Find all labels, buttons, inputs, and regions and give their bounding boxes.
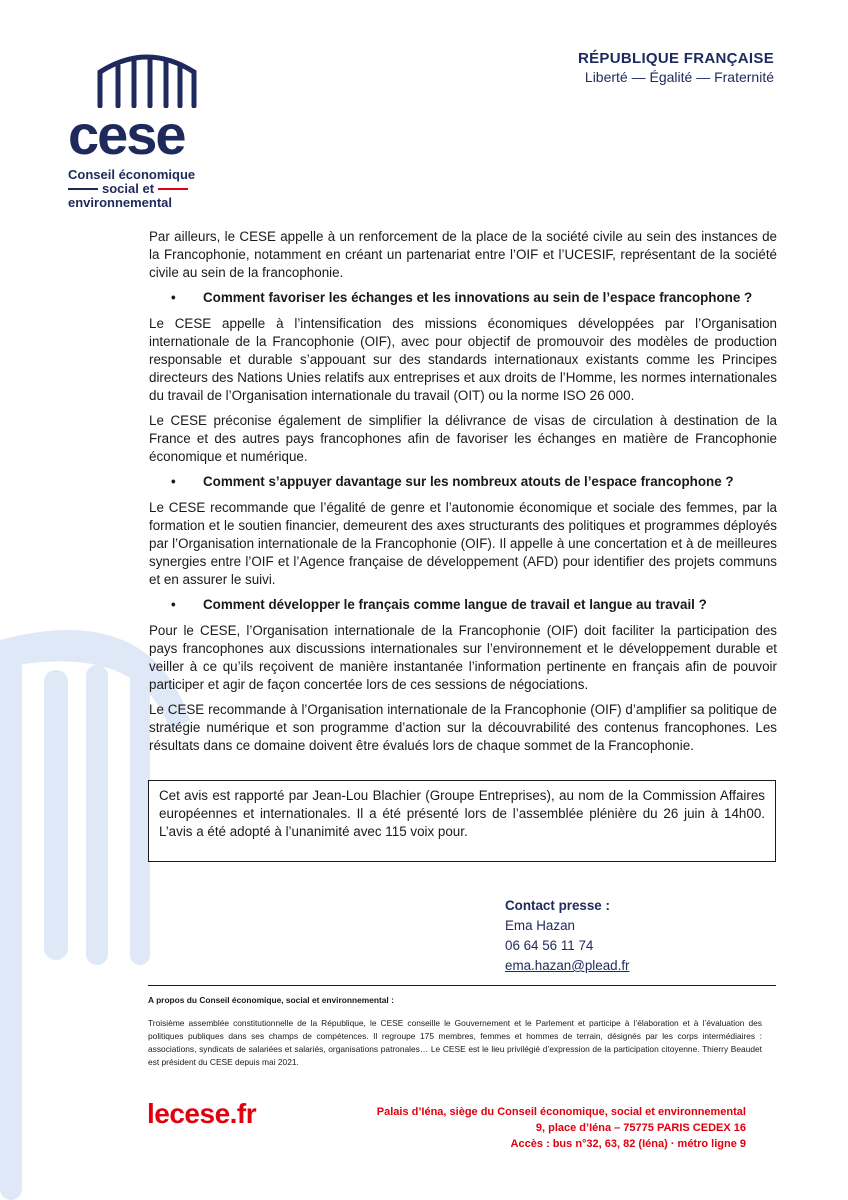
about-text: Troisième assemblée constitutionnelle de la République, le CESE conseille le Gouvernement et le Parlement et participe à l’élaboration et à l’évaluation des politiques publiques dans ses champs de compétences. Il regroupe 175 membres, femmes et hommes de terrain, désignés par les corps intermédiaires : associations, syndicats de salariées et salariés, organisations patronales… Le CESE est le lieu privilégié d’expression de la participation citoyenne. Thierry Beaudet est président du CESE depuis mai 2021. bbox=[148, 1018, 762, 1067]
question-3 bbox=[149, 596, 777, 614]
logo-line-2: social et bbox=[102, 181, 155, 196]
press-contact bbox=[505, 896, 630, 976]
logo-blue-rule bbox=[68, 188, 98, 190]
cese-logo-wordmark: cese bbox=[68, 103, 185, 166]
main-content bbox=[149, 228, 777, 762]
paragraph-3: Le CESE préconise également de simplifier la délivrance de visas de circulation à destination de la France et des autres pays francophones afin de favoriser les échanges en matière de Francophonie économique et numérique. bbox=[149, 413, 777, 464]
paragraph-2: Le CESE appelle à l’intensification des missions économiques développées par l’Organisation internationale de la Francophonie (OIF), avec pour objectif de promouvoir des modèles de production responsable et durable s’appouant sur des standards internationaux existants comme les Principes directeurs des Nations Unies relatifs aux entreprises et aux droits de l’Homme, les normes internationales du travail de l’Organisation internationale du travail (OIT) ou la norme ISO 26 000. bbox=[149, 316, 777, 403]
contact-name: Ema Hazan bbox=[505, 918, 575, 933]
logo-line-1: Conseil économique bbox=[68, 167, 196, 182]
cese-pillars-icon bbox=[88, 46, 206, 108]
rf-motto: Liberté — Égalité — Fraternité bbox=[584, 69, 774, 85]
paragraph-5: Pour le CESE, l’Organisation internationale de la Francophonie (OIF) doit faciliter la participation des pays francophones aux discussions internationales sur l’environnement et le développement durable et veiller à ce qu’ils reçoivent de manière instantanée l’information pertinente en français afin de pouvoir participer et agir de façon concertée lors de ces sessions de négociations. bbox=[149, 623, 777, 692]
logo-line-2-row bbox=[68, 182, 208, 196]
cese-logo-subtitle bbox=[68, 168, 208, 210]
question-2-text: Comment s’appuyer davantage sur les nombreux atouts de l’espace francophone ? bbox=[203, 474, 734, 489]
summary-box: Cet avis est rapporté par Jean-Lou Blachier (Groupe Entreprises), au nom de la Commission Affaires européennes et internationales. Il a été présenté lors de l’assemblée plénière du 26 juin à 14h00. L’avis a été adopté à l’unanimité avec 115 voix pour. bbox=[148, 780, 776, 862]
question-1-text: Comment favoriser les échanges et les innovations au sein de l’espace francophone ? bbox=[203, 290, 753, 305]
footer-address bbox=[377, 1104, 746, 1152]
contact-phone: 06 64 56 11 74 bbox=[505, 938, 594, 953]
footer-website-link[interactable]: lecese.fr bbox=[147, 1098, 257, 1129]
paragraph-4: Le CESE recommande que l’égalité de genre et l’autonomie économique et sociale des femmes, par la formation et le soutien financier, demeurent des axes structurants des politiques et programmes déployés par l’Organisation internationale de la Francophonie (OIF). Il appelle à une concertation et à de meilleures synergies entre l’OIF et l’Agence française de développement (AFD) pour identifier des projets communs et en assurer le suivi. bbox=[149, 500, 777, 587]
bullet-icon: • bbox=[171, 597, 176, 612]
question-3-text: Comment développer le français comme langue de travail et langue au travail ? bbox=[203, 597, 707, 612]
rf-title: RÉPUBLIQUE FRANÇAISE bbox=[577, 50, 774, 67]
about-heading: A propos du Conseil économique, social et environnemental : bbox=[148, 995, 394, 1005]
footer-address-line-1: Palais d’Iéna, siège du Conseil économique, social et environnemental bbox=[376, 1106, 746, 1118]
footer-address-line-2: 9, place d’Iéna – 75775 PARIS CEDEX 16 bbox=[535, 1122, 746, 1134]
contact-email-link[interactable]: ema.hazan@plead.fr bbox=[505, 958, 630, 973]
question-2 bbox=[149, 473, 777, 491]
question-1 bbox=[149, 289, 777, 307]
paragraph-1: Par ailleurs, le CESE appelle à un renforcement de la place de la société civile au sein des instances de la Francophonie, notamment en créant un partenariat entre l’OIF et l’UCESIF, représentant de la société civile au sein de la francophonie. bbox=[149, 229, 777, 280]
logo-line-3: environnemental bbox=[68, 195, 173, 210]
bullet-icon: • bbox=[171, 290, 176, 305]
footer-address-line-3: Accès : bus n°32, 63, 82 (Iéna) · métro ligne 9 bbox=[510, 1138, 746, 1150]
republique-francaise-block bbox=[578, 50, 774, 85]
paragraph-6: Le CESE recommande à l’Organisation internationale de la Francophonie (OIF) d’amplifier sa politique de stratégie numérique et son programme d’action sur la découvrabilité des contenus francophones. Les résultats dans ce domaine doivent être évalués lors de chaque sommet de la Francophonie. bbox=[149, 702, 777, 753]
contact-title: Contact presse : bbox=[505, 898, 610, 913]
about-section bbox=[148, 994, 762, 1069]
bullet-icon: • bbox=[171, 474, 176, 489]
logo-red-rule bbox=[158, 188, 188, 190]
about-divider bbox=[148, 985, 776, 986]
